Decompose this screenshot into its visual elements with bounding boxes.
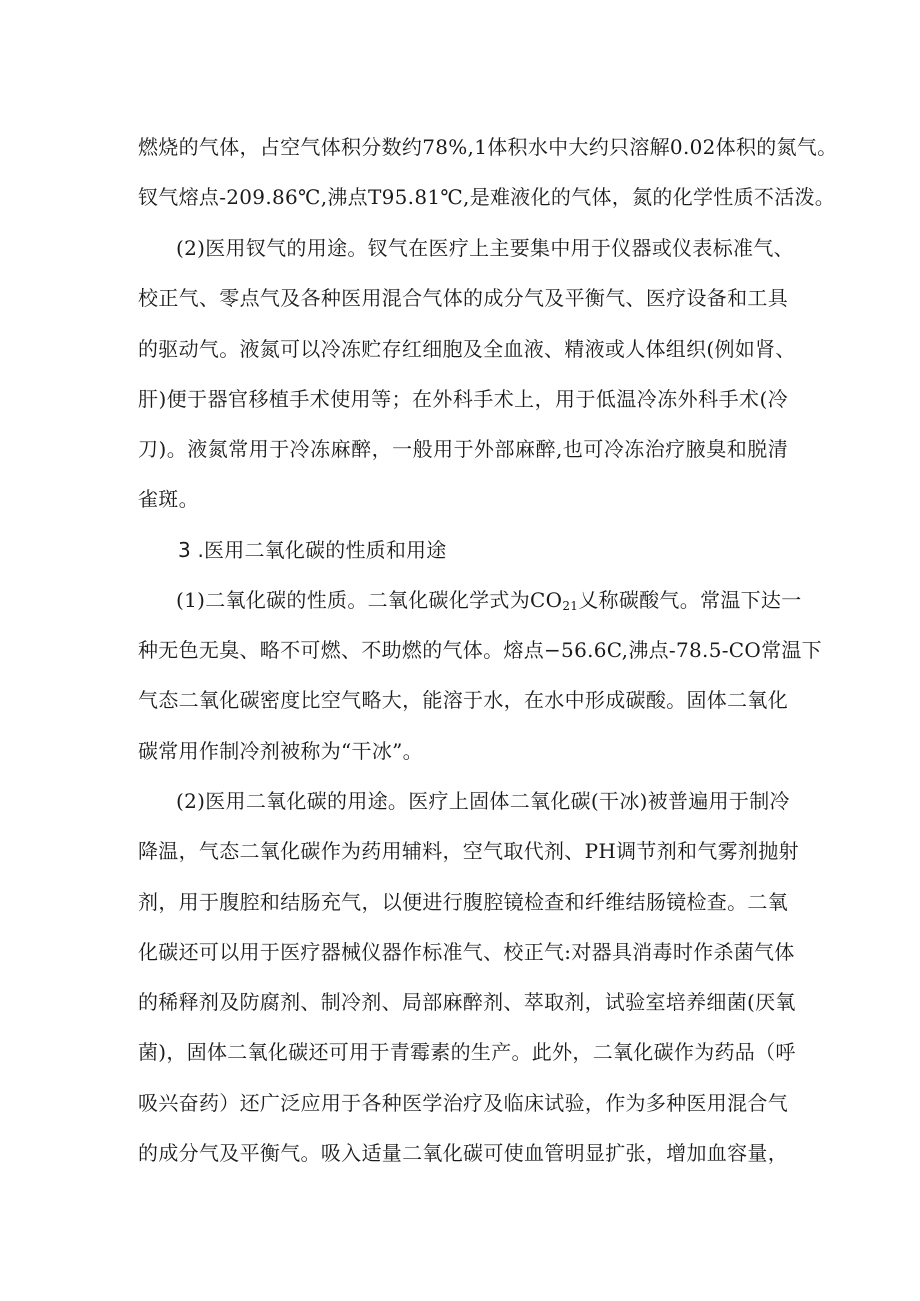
text-line: 吸兴奋药）还广泛应用于各种医学治疗及临床试验，作为多种医用混合气 [138,1091,788,1115]
paragraph-first-line: (2)医用钗气的用途。钗气在医疗上主要集中用于仪器或仪表标准气、 [176,236,794,260]
text-line: 燃烧的气体，占空气体积分数约78%,1体积水中大约只溶解0.02体积的氮气。 [138,135,838,159]
text-line: 菌)，固体二氧化碳还可用于青霉素的生产。此外，二氧化碳作为药品（呼 [138,1040,796,1064]
text-span: 乂称碳酸气。常温下达一 [578,588,802,612]
text-line: 剂，用于腹腔和结肠充气，以便进行腹腔镜检查和纤维结肠镜检查。二氧 [138,890,788,914]
text-line: 雀斑。 [138,487,199,511]
text-line: 降温，气态二氧化碳作为药用辅料，空气取代剂、PH调节剂和气雾剂抛射 [138,839,799,863]
text-line: 种无色无臭、略不可燃、不助燃的气体。熔点−56.6C,沸点-78.5-CO常温下 [138,638,822,662]
text-line: 碳常用作制冷剂被称为“干冰”。 [138,739,423,763]
text-line: 的成分气及平衡气。吸入适量二氧化碳可使血管明显扩张，增加血容量， [138,1141,788,1165]
text-line: 肝)便于器官移植手术使用等；在外科手术上，用于低温冷冻外科手术(冷 [138,387,788,411]
section-title: .医用二氧化碳的性质和用途 [197,538,447,562]
text-line: 气态二氧化碳密度比空气略大，能溶于水，在水中形成碳酸。固体二氧化 [138,688,788,712]
section-number: 3 [178,538,191,562]
text-line: 钗气熔点-209.86℃,沸点T95.81℃,是难液化的气体，氮的化学性质不活泼。 [138,185,836,209]
text-span: (1)二氧化碳的性质。二氧化碳化学式为CO [176,588,563,612]
paragraph-first-line: (2)医用二氧化碳的用途。医疗上固体二氧化碳(干冰)被普遍用于制冷 [176,789,790,813]
text-line: 校正气、零点气及各种医用混合气体的成分气及平衡气、医疗设备和工具 [138,286,788,310]
text-line: 刀)。液氮常用于冷冻麻醉，一般用于外部麻醉,也可冷冻治疗腋臭和脱清 [138,437,788,461]
subscript: 21 [562,599,579,613]
text-line: 化碳还可以用于医疗器械仪器作标准气、校正气:对器具消毒时作杀菌气体 [138,940,795,964]
text-line: 的驱动气。液氮可以冷冻贮存红细胞及全血液、精液或人体组织(例如肾、 [138,337,796,361]
section-heading [178,534,446,563]
paragraph-first-line [176,584,802,613]
text-line: 的稀释剂及防腐剂、制冷剂、局部麻醉剂、萃取剂，试验室培养细菌(厌氧 [138,990,796,1014]
